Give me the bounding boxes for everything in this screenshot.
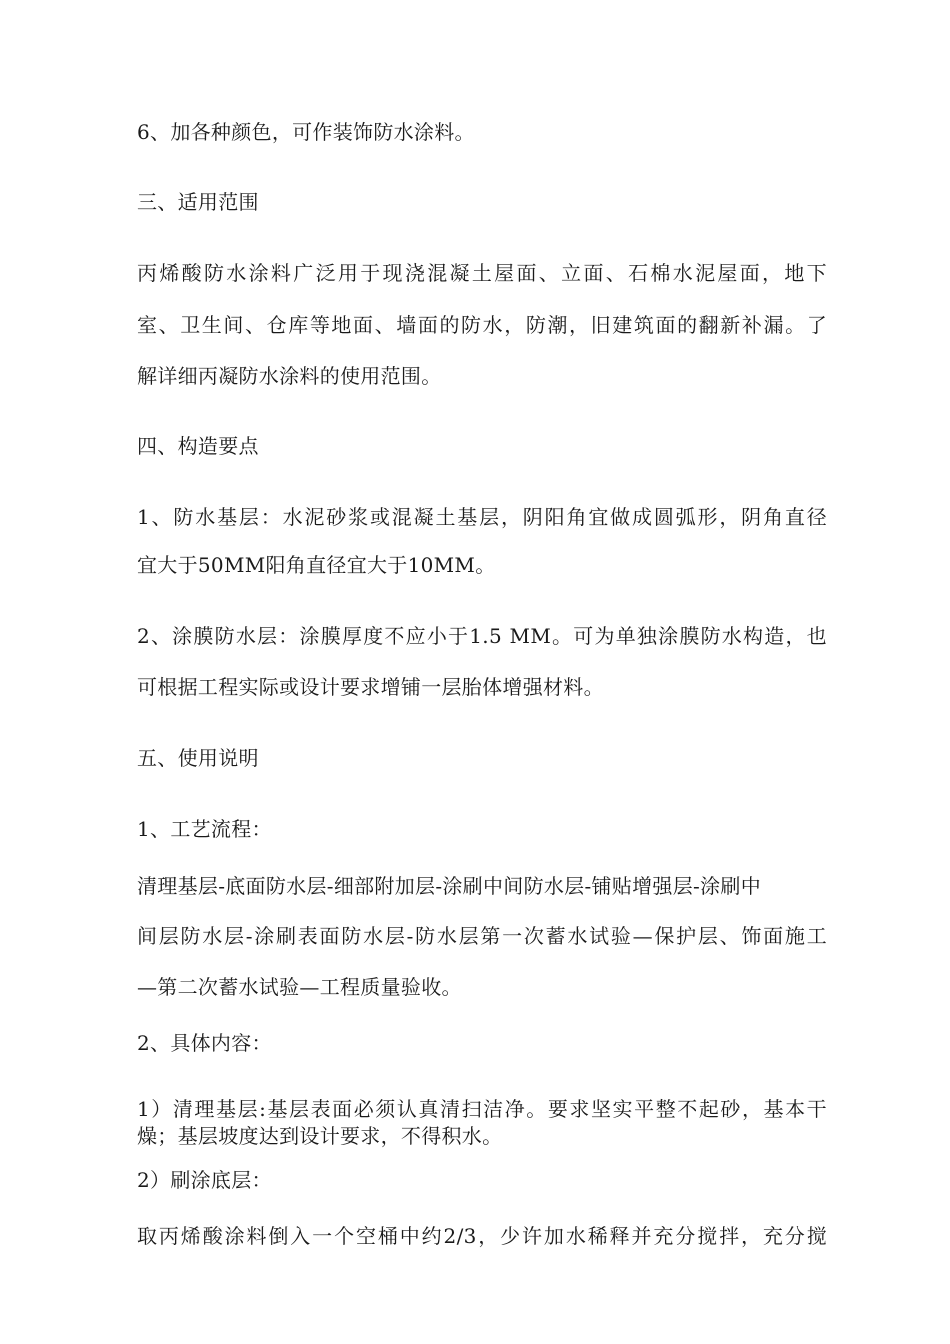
section-heading: 五、使用说明: [137, 746, 259, 770]
text-line: 丙烯酸防水涂料广泛用于现浇混凝土屋面、立面、石棉水泥屋面，地下: [137, 261, 827, 285]
text-line: 宜大于50MM阳角直径宜大于10MM。: [137, 553, 496, 577]
text-line: 解详细丙凝防水涂料的使用范围。: [137, 364, 442, 388]
text-line: 清理基层-底面防水层-细部附加层-涂刷中间防水层-铺贴增强层-涂刷中: [137, 874, 761, 898]
text-line: 1、工艺流程：: [137, 817, 272, 841]
section-heading: 三、适用范围: [137, 190, 259, 214]
text-line: 6、加各种颜色，可作装饰防水涂料。: [137, 120, 475, 144]
text-line: 可根据工程实际或设计要求增铺一层胎体增强材料。: [137, 675, 604, 699]
text-line: 燥；基层坡度达到设计要求，不得积水。: [137, 1124, 503, 1148]
text-line: 取丙烯酸涂料倒入一个空桶中约2/3，少许加水稀释并充分搅拌，充分搅: [137, 1224, 827, 1248]
text-line: 室、卫生间、仓库等地面、墙面的防水，防潮，旧建筑面的翻新补漏。了: [137, 313, 827, 337]
text-line: 1、防水基层：水泥砂浆或混凝土基层，阴阳角宜做成圆弧形，阴角直径: [137, 505, 827, 529]
text-line: 2）刷涂底层：: [137, 1168, 272, 1192]
section-heading: 四、构造要点: [137, 434, 259, 458]
text-line: —第二次蓄水试验—工程质量验收。: [137, 975, 462, 999]
text-line: 2、涂膜防水层：涂膜厚度不应小于1.5 MM。可为单独涂膜防水构造，也: [137, 624, 827, 648]
text-line: 间层防水层-涂刷表面防水层-防水层第一次蓄水试验—保护层、饰面施工: [137, 924, 827, 948]
text-line: 2、具体内容：: [137, 1031, 272, 1055]
text-line: 1）清理基层:基层表面必须认真清扫洁净。要求坚实平整不起砂，基本干: [137, 1097, 827, 1121]
